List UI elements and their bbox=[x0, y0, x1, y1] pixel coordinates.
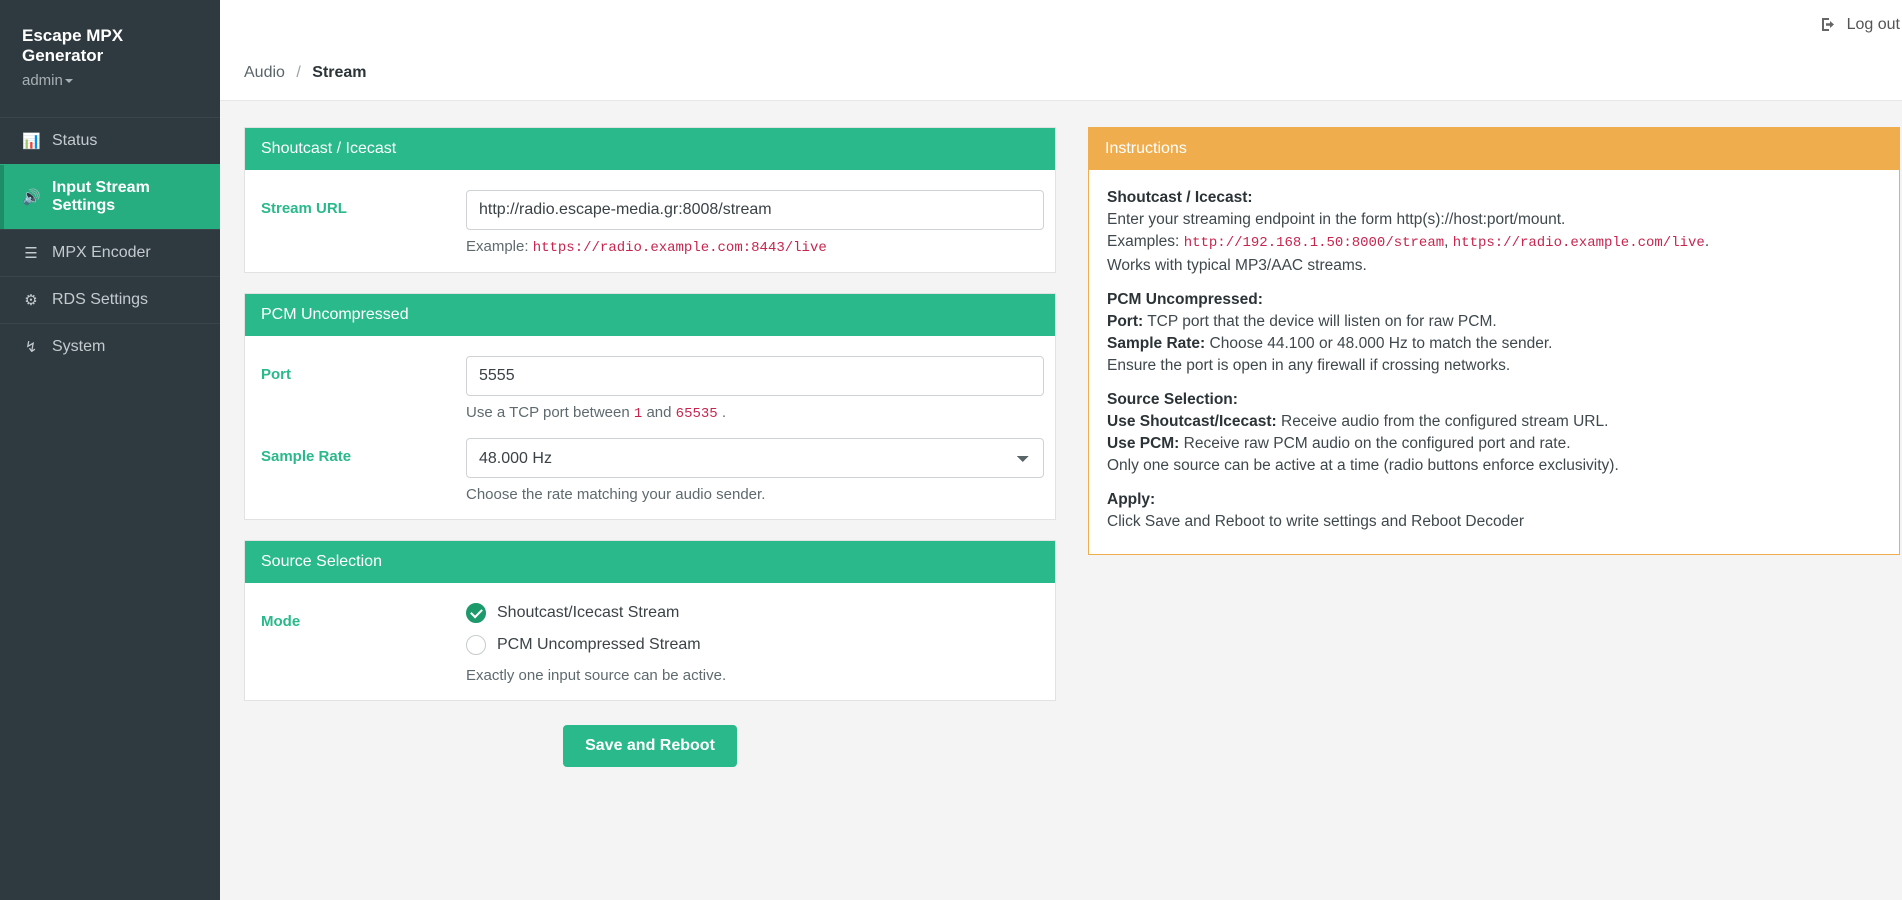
gear-icon: ⚙ bbox=[24, 292, 38, 309]
port-field bbox=[466, 356, 1044, 422]
instruction-example-2: https://radio.example.com/live bbox=[1452, 235, 1705, 251]
sidebar-item-label: System bbox=[52, 338, 106, 355]
instruction-heading: PCM Uncompressed: bbox=[1107, 291, 1263, 308]
mode-help: Exactly one input source can be active. bbox=[466, 667, 727, 684]
instruction-line: TCP port that the device will listen on for raw PCM. bbox=[1147, 313, 1497, 330]
main-area bbox=[220, 0, 1902, 900]
mode-row bbox=[261, 603, 1039, 684]
source-selection-panel-body bbox=[245, 583, 1055, 700]
topbar bbox=[220, 0, 1902, 50]
instruction-line: Click Save and Reboot to write settings and Reboot Decoder bbox=[1107, 513, 1525, 530]
radio-pcm-stream[interactable] bbox=[466, 635, 1039, 655]
sidebar-item-rds-settings[interactable] bbox=[0, 276, 220, 323]
user-menu[interactable] bbox=[22, 72, 198, 89]
pcm-panel-body bbox=[245, 336, 1055, 519]
instruction-line: Only one source can be active at a time (radio buttons enforce exclusivity). bbox=[1107, 457, 1619, 474]
port-max: 65535 bbox=[675, 406, 718, 422]
instruction-example-end: . bbox=[1704, 233, 1710, 250]
stream-url-help bbox=[466, 238, 1044, 256]
stream-url-input[interactable] bbox=[466, 190, 1044, 230]
shoutcast-panel bbox=[244, 127, 1056, 273]
instruction-heading: Shoutcast / Icecast: bbox=[1107, 189, 1253, 206]
caret-down-icon bbox=[65, 79, 73, 83]
instructions-column bbox=[1088, 127, 1900, 575]
instruction-block-source-selection bbox=[1107, 390, 1881, 475]
logout-button[interactable] bbox=[1821, 16, 1900, 34]
sliders-icon: ☰ bbox=[24, 245, 38, 262]
instructions-panel-body bbox=[1089, 170, 1899, 554]
instruction-line: Choose 44.100 or 48.000 Hz to match the sender. bbox=[1209, 335, 1553, 352]
radio-unchecked-icon[interactable] bbox=[466, 635, 486, 655]
brand-title: Escape MPX Generator bbox=[22, 26, 124, 65]
sample-rate-field bbox=[466, 438, 1044, 503]
logout-icon bbox=[1821, 17, 1838, 32]
speaker-icon: 🔊 bbox=[22, 189, 41, 206]
instruction-line: Enter your streaming endpoint in the form http(s)://host:port/mount. bbox=[1107, 211, 1566, 228]
port-help bbox=[466, 404, 1044, 422]
mode-label: Mode bbox=[261, 613, 301, 630]
radio-shoutcast-stream[interactable] bbox=[466, 603, 1039, 623]
radio-checked-icon[interactable] bbox=[466, 603, 486, 623]
instruction-block-shoutcast bbox=[1107, 188, 1881, 275]
instruction-examples-prefix: Examples: bbox=[1107, 233, 1180, 250]
content bbox=[220, 101, 1902, 900]
submit-area bbox=[244, 725, 1056, 767]
port-min: 1 bbox=[633, 406, 643, 422]
sidebar-nav bbox=[0, 117, 220, 370]
instruction-line-bold: Port: bbox=[1107, 313, 1144, 330]
sample-rate-label: Sample Rate bbox=[261, 448, 352, 465]
source-selection-panel-title: Source Selection bbox=[245, 541, 1055, 583]
port-input[interactable] bbox=[466, 356, 1044, 396]
shoutcast-panel-body bbox=[245, 170, 1055, 272]
shoutcast-panel-title: Shoutcast / Icecast bbox=[245, 128, 1055, 170]
port-help-prefix: Use a TCP port between bbox=[466, 404, 630, 421]
sidebar-item-label: RDS Settings bbox=[52, 291, 149, 308]
save-and-reboot-button[interactable]: Save and Reboot bbox=[563, 725, 737, 767]
mode-field bbox=[466, 603, 1039, 684]
instruction-block-apply bbox=[1107, 490, 1881, 531]
port-row bbox=[261, 356, 1039, 422]
instruction-example-separator: , bbox=[1444, 233, 1449, 250]
sidebar-item-label: MPX Encoder bbox=[52, 244, 151, 261]
port-help-suffix: . bbox=[721, 404, 727, 421]
sample-rate-help: Choose the rate matching your audio sender. bbox=[466, 486, 766, 503]
sample-rate-select[interactable] bbox=[466, 438, 1044, 478]
instruction-line: Ensure the port is open in any firewall if crossing networks. bbox=[1107, 357, 1511, 374]
source-selection-panel bbox=[244, 540, 1056, 701]
sidebar-item-label: Status bbox=[52, 132, 98, 149]
instructions-panel bbox=[1088, 127, 1900, 555]
settings-column bbox=[244, 127, 1056, 767]
sample-rate-row bbox=[261, 438, 1039, 503]
instruction-line: Works with typical MP3/AAC streams. bbox=[1107, 257, 1367, 274]
instruction-line-bold: Use Shoutcast/Icecast: bbox=[1107, 413, 1277, 430]
sidebar-item-system[interactable] bbox=[0, 323, 220, 370]
pcm-panel-title: PCM Uncompressed bbox=[245, 294, 1055, 336]
chart-icon: 📊 bbox=[22, 133, 41, 150]
stream-url-label: Stream URL bbox=[261, 200, 347, 217]
breadcrumb-separator: / bbox=[296, 64, 301, 81]
port-help-and: and bbox=[646, 404, 672, 421]
instruction-example-1: http://192.168.1.50:8000/stream bbox=[1183, 235, 1445, 251]
share-icon: ↯ bbox=[24, 339, 38, 356]
sidebar-item-mpx-encoder[interactable] bbox=[0, 229, 220, 276]
stream-url-row bbox=[261, 190, 1039, 256]
breadcrumb-current: Stream bbox=[312, 64, 367, 81]
radio-pcm-label: PCM Uncompressed Stream bbox=[497, 636, 701, 653]
logout-label: Log out bbox=[1846, 15, 1900, 33]
brand bbox=[0, 0, 220, 111]
instruction-heading: Apply: bbox=[1107, 491, 1156, 508]
stream-url-field bbox=[466, 190, 1044, 256]
instruction-block-pcm bbox=[1107, 290, 1881, 375]
instruction-line: Receive audio from the configured stream URL. bbox=[1281, 413, 1609, 430]
instructions-panel-title: Instructions bbox=[1089, 128, 1899, 170]
instruction-line: Receive raw PCM audio on the configured port and rate. bbox=[1183, 435, 1571, 452]
sidebar bbox=[0, 0, 220, 900]
instruction-heading: Source Selection: bbox=[1107, 391, 1238, 408]
radio-shoutcast-label: Shoutcast/Icecast Stream bbox=[497, 604, 680, 621]
sidebar-item-status[interactable] bbox=[0, 117, 220, 164]
sidebar-item-label: Input Stream Settings bbox=[52, 179, 150, 214]
sidebar-item-input-stream-settings[interactable] bbox=[0, 164, 220, 229]
instruction-line-bold: Sample Rate: bbox=[1107, 335, 1206, 352]
pcm-panel bbox=[244, 293, 1056, 520]
stream-url-example-prefix: Example: bbox=[466, 238, 529, 255]
instruction-line-bold: Use PCM: bbox=[1107, 435, 1180, 452]
breadcrumb-parent[interactable]: Audio bbox=[244, 64, 285, 81]
breadcrumb bbox=[220, 50, 1902, 101]
stream-url-example-value: https://radio.example.com:8443/live bbox=[532, 240, 827, 256]
user-name: admin bbox=[22, 72, 63, 89]
port-label: Port bbox=[261, 366, 291, 383]
